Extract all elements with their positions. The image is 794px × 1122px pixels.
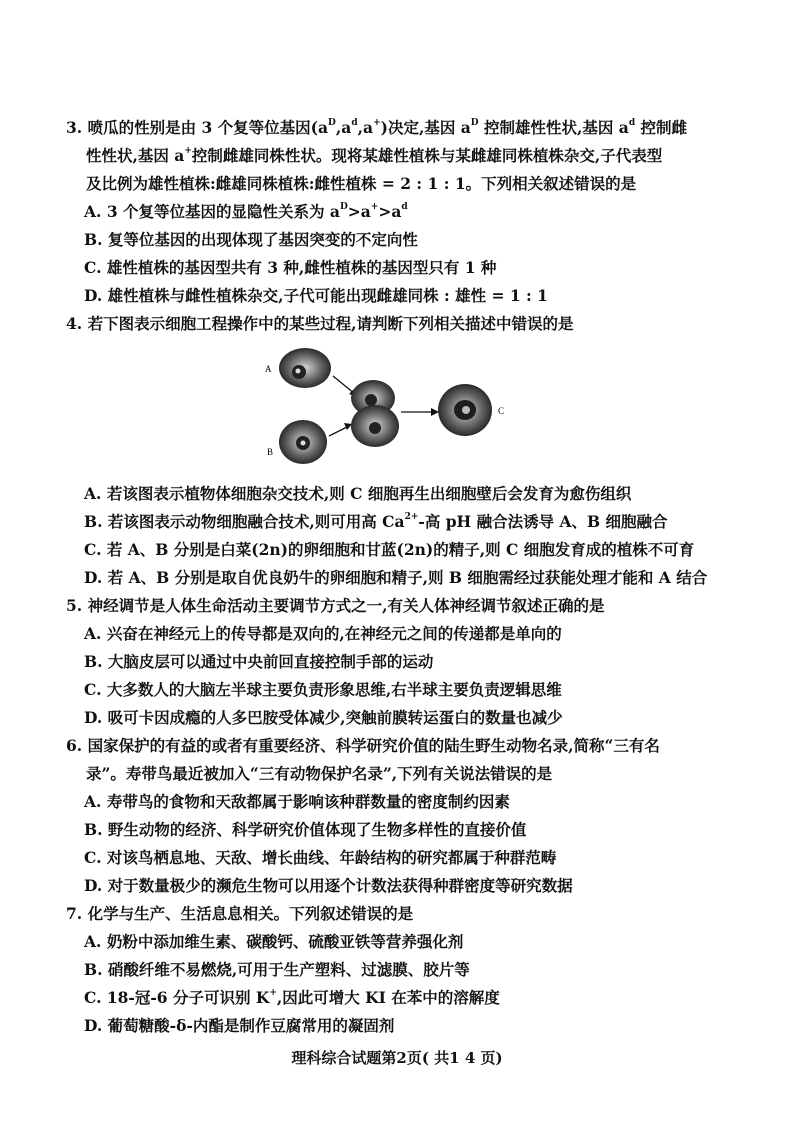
question-6-stem-line-2: 录”。寿带鸟最近被加入“三有动物保护名录”,下列有关说法错误的是 [86,764,553,783]
question-3-option-c: C. 雄性植株的基因型共有 3 种,雌性植株的基因型只有 1 种 [84,258,497,277]
question-4-option-c: C. 若 A、B 分别是白菜(2n)的卵细胞和甘蓝(2n)的精子,则 C 细胞发育成的植株不可育 [84,540,695,559]
fusing-cells [351,380,399,447]
question-3-option-b: B. 复等位基因的出现体现了基因突变的不定向性 [84,230,418,249]
page-footer: 理科综合试题第2页( 共1 4 页) [291,1049,503,1067]
question-5 [66,592,746,620]
question-6-stem-line-1: 6. 国家保护的有益的或者有重要经济、科学研究价值的陆生野生动物名录,简称“三有名 [66,736,660,755]
question-6-option-c: C. 对该鸟栖息地、天敌、增长曲线、年龄结构的研究都属于种群范畴 [84,848,557,867]
question-6 [66,732,746,788]
question-4-stem: 4. 若下图表示细胞工程操作中的某些过程,请判断下列相关描述中错误的是 [66,314,574,333]
question-7-option-d: D. 葡萄糖酸-δ-内酯是制作豆腐常用的凝固剂 [84,1016,395,1035]
question-7 [66,900,746,928]
question-7-option-c: C. 18-冠-6 分子可识别 K+,因此可增大 KI 在苯中的溶解度 [84,987,500,1007]
question-4-option-b: B. 若该图表示动物细胞融合技术,则可用高 $Ca^{2+}-$高 pH 融合法诱导 A、B 细胞融合 [84,511,668,531]
arrow-head-b [344,423,352,430]
question-5-option-a: A. 兴奋在神经元上的传导都是双向的,在神经元之间的传递都是单向的 [84,624,562,643]
question-4 [66,310,746,338]
question-3-stem-line-3: 及比例为雄性植株:雌雄同株植株:雌性植株 = 2 : 1 : 1。下列相关叙述错误的是 [86,174,637,193]
label-c: C [498,406,505,416]
cell-a [279,348,331,388]
question-6-option-d: D. 对于数量极少的濒危生物可以用逐个计数法获得种群密度等研究数据 [84,876,573,895]
label-a: A [265,364,272,374]
question-5-option-d: D. 吸可卡因成瘾的人多巴胺受体减少,突触前膜转运蛋白的数量也减少 [84,708,563,727]
question-5-stem: 5. 神经调节是人体生命活动主要调节方式之一,有关人体神经调节叙述正确的是 [66,596,605,615]
cell-fusion-figure [255,340,515,470]
question-3-option-d: D. 雄性植株与雌性植株杂交,子代可能出现雌雄同株 : 雄性 = 1 : 1 [84,286,548,305]
question-7-stem: 7. 化学与生产、生活息息相关。下列叙述错误的是 [66,904,414,923]
question-5-option-b: B. 大脑皮层可以通过中央前回直接控制手部的运动 [84,652,434,671]
question-4-option-a: A. 若该图表示植物体细胞杂交技术,则 C 细胞再生出细胞壁后会发育为愈伤组织 [84,484,632,503]
arrow-head-c [431,408,439,416]
label-b: B [267,447,274,457]
question-3-stem-line-2: 性性状,基因 a+控制雌雄同株性状。现将某雄性植株与某雌雄同株植株杂交,子代表型 [86,145,663,165]
question-3 [66,114,746,198]
question-4-option-d: D. 若 A、B 分别是取自优良奶牛的卵细胞和精子,则 B 细胞需经过获能处理才能和 A 结合 [84,568,708,587]
cell-c [438,384,492,436]
question-5-option-c: C. 大多数人的大脑左半球主要负责形象思维,右半球主要负责逻辑思维 [84,680,562,699]
question-3-option-a: A. 3 个复等位基因的显隐性关系为 $a^D>a^+>a^d$ [84,201,408,221]
question-3-stem-line-1: 3. 喷瓜的性别是由 3 个复等位基因$(a^D,a^d,a^+)$决定,基因 $a^D$ 控制雄性性状,基因 $a^d$ 控制雌 [66,117,688,137]
question-7-option-a: A. 奶粉中添加维生素、碳酸钙、硫酸亚铁等营养强化剂 [84,932,464,951]
question-6-option-a: A. 寿带鸟的食物和天敌都属于影响该种群数量的密度制约因素 [84,792,510,811]
cell-b [279,420,327,464]
question-6-option-b: B. 野生动物的经济、科学研究价值体现了生物多样性的直接价值 [84,820,527,839]
question-7-option-b: B. 硝酸纤维不易燃烧,可用于生产塑料、过滤膜、胶片等 [84,960,470,979]
